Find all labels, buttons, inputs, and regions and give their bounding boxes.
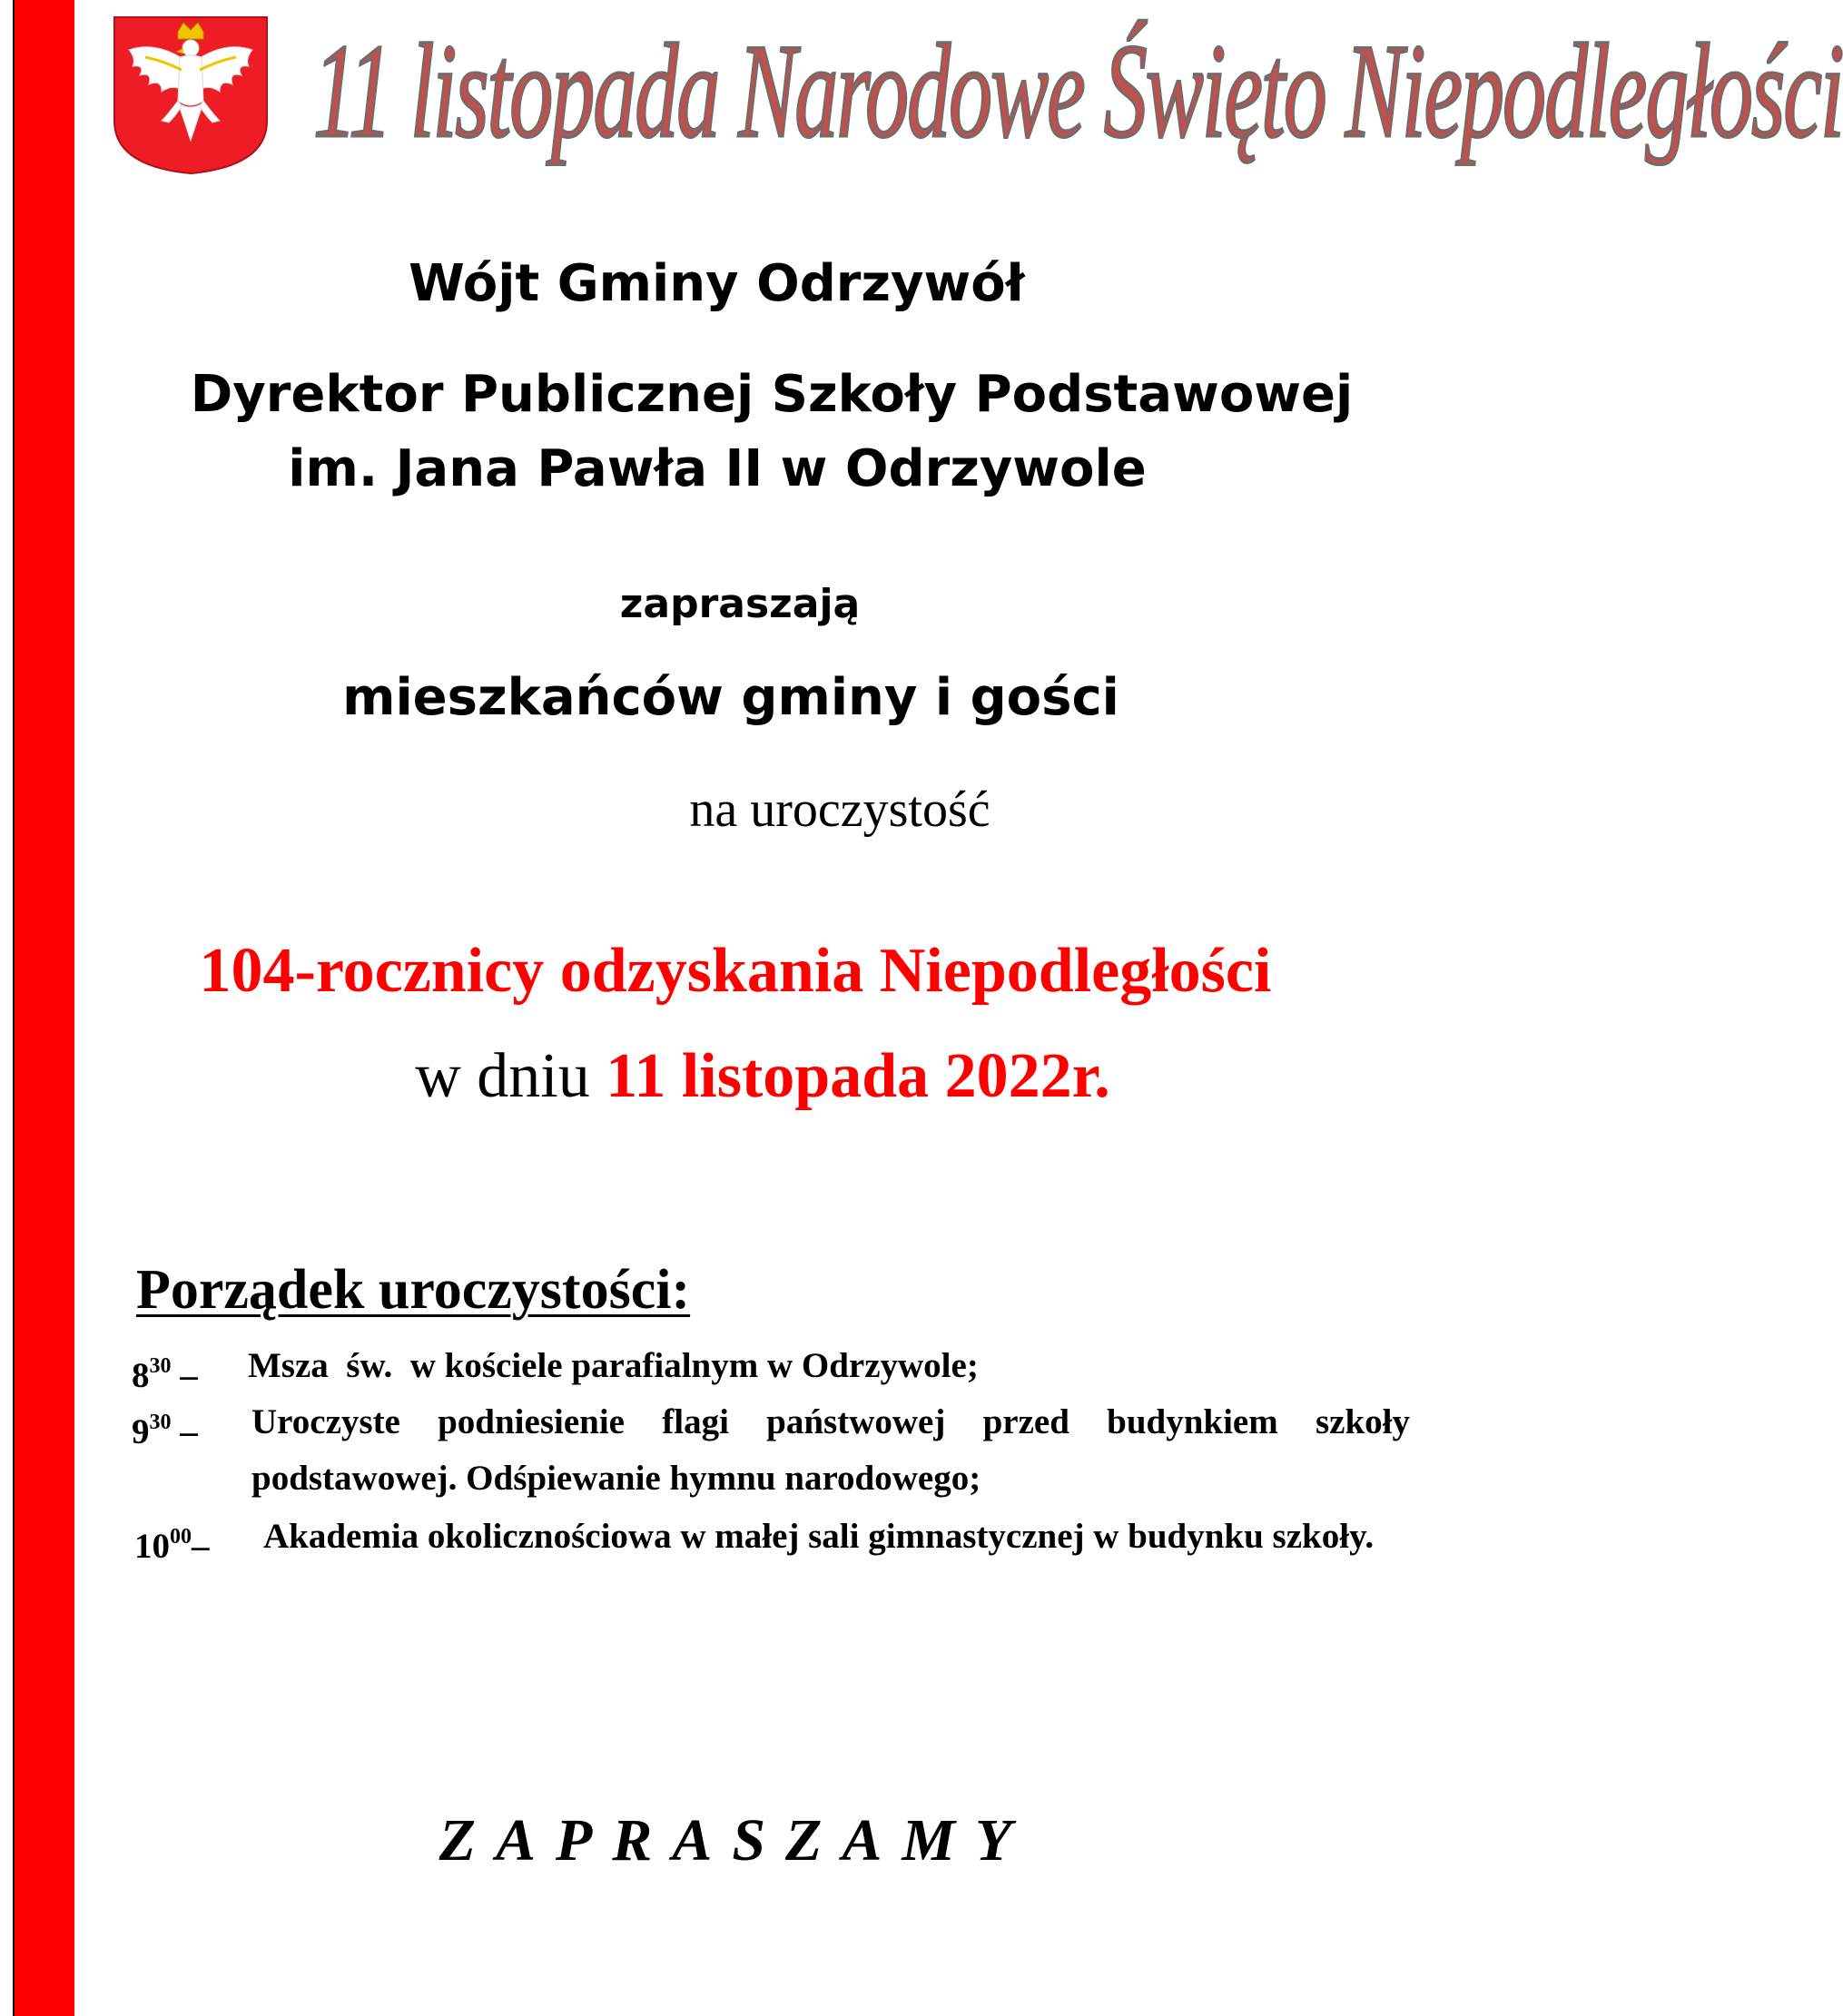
organizer-director-line2: im. Jana Pawła II w Odrzywole	[288, 439, 1147, 498]
event-date-line	[136, 1040, 1407, 1113]
event-date: 11 listopada 2022r	[606, 1041, 1095, 1111]
page-headline: 11 listopada Narodowe Święto Niepodległości	[313, 15, 1843, 166]
invite-to-event: na uroczystość	[689, 782, 990, 838]
organizer-director-line1: Dyrektor Publicznej Szkoły Podstawowej	[190, 365, 1354, 424]
date-prefix: w dniu	[415, 1041, 606, 1111]
schedule-text: Akademia okolicznościowa w małej sali gimnastycznej w budynku szkoły.	[263, 1517, 1375, 1556]
schedule-text: Msza św. w kościele parafialnym w Odrzywole;	[248, 1346, 979, 1385]
schedule-title: Porządek uroczystości:	[136, 1259, 691, 1321]
polish-eagle-emblem-icon	[109, 14, 272, 175]
schedule-time: $8^{30}$ –	[132, 1354, 207, 1395]
closing-invitation: ZAPRASZAMY	[439, 1807, 1032, 1873]
schedule-text: Uroczyste podniesienie flagi państwowej przed budynkiem szkoły podstawowej. Odśpiewanie hymnu narodowego;	[251, 1402, 1410, 1498]
invite-verb: zapraszają	[619, 581, 861, 627]
schedule-time: $9^{30}$ –	[132, 1411, 207, 1451]
anniversary-title: 104-rocznicy odzyskania Niepodległości	[199, 936, 1272, 1006]
red-side-stripe	[15, 0, 74, 2016]
schedule-time: $10^{00}-$	[134, 1525, 219, 1566]
invite-audience: mieszkańców gminy i gości	[342, 668, 1119, 727]
date-suffix: .	[1094, 1041, 1110, 1111]
organizer-wojt: Wójt Gminy Odrzywół	[409, 254, 1025, 313]
